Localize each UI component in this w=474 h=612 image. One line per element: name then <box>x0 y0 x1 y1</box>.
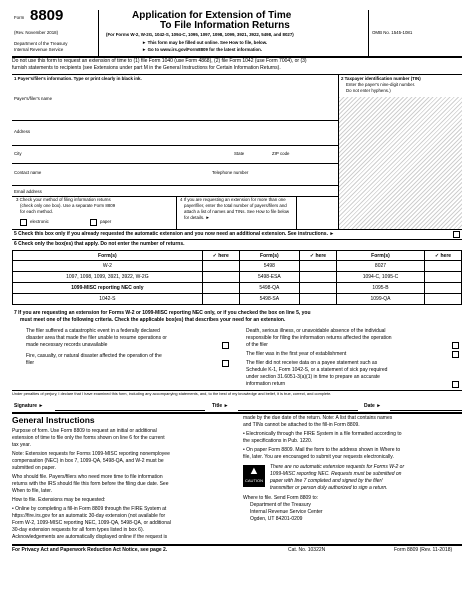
criteria-checkbox-death[interactable] <box>452 342 459 349</box>
form-cell: 8027 <box>336 261 424 272</box>
form-title-2: To File Information Returns <box>160 20 290 31</box>
instructions-right: • Electronically through the FIRE System in a file formatted according to <box>243 431 402 437</box>
form-checkbox[interactable] <box>299 261 336 272</box>
footer-form-id: Form 8809 (Rev. 11-2018) <box>394 547 453 553</box>
contact-phone-field[interactable] <box>12 185 338 186</box>
instructions-left: https://fire.irs.gov for an automatic 30-day extension (not available for <box>12 513 166 519</box>
criteria-right: Schedule K-1, Form 1042-S, or a statement of sick pay required <box>246 367 388 373</box>
form-cell: W-2 <box>13 261 203 272</box>
form-checkbox[interactable] <box>425 272 462 283</box>
form-checkbox[interactable] <box>425 283 462 294</box>
instructions-left: How to file. Extensions may be requested: <box>12 497 106 503</box>
table-row <box>13 261 462 272</box>
line4-text-3: attach a list of names and TINs. See How to file below <box>184 209 290 214</box>
warning-triangle-icon: ▲ <box>248 465 260 477</box>
instructions-right: the specifications in Pub. 1220. <box>243 438 313 444</box>
revision-date: (Rev. November 2018) <box>14 30 59 35</box>
form-label: Form <box>14 15 25 20</box>
title-field[interactable] <box>238 410 358 411</box>
col-header-check-3: ✓ here <box>425 251 462 261</box>
instructions-right: and TINs cannot be attached to the fill-in Form 8809. <box>243 422 360 428</box>
line7-text-1: 7 If you are requesting an extension for Forms W-2 or 1099-MISC reporting NEC only, or if you checked the box on line 5, you <box>14 310 311 316</box>
date-label: Date ► <box>364 403 382 409</box>
caution-text: transmitter or person duly authorized to sign a return. <box>270 485 388 491</box>
form-checkbox[interactable] <box>202 294 239 305</box>
criteria-right: The filer did not receive data on a payee statement such as <box>246 360 378 366</box>
instructions-left: 30-day extension requests for all form types listed in box 6). <box>12 527 145 533</box>
catalog-number: Cat. No. 10322N <box>288 547 326 553</box>
criteria-left: disaster area that made the filer unable to resume operations or <box>26 335 167 341</box>
caution-text: 1099-MISC reporting NEC. Requests must be submitted on <box>270 471 402 477</box>
form-cell: 1099-QA <box>336 294 424 305</box>
goto-link[interactable]: ► Go to www.irs.gov/Form8809 for the latest information. <box>142 47 263 52</box>
instructions-left: compensation (NEC) in box 7, 1099-QA, 5498-QA, and W-2 must be <box>12 458 164 464</box>
instructions-left: tax year. <box>12 442 31 448</box>
form-cell: 5498-SA <box>239 294 299 305</box>
criteria-right: information return <box>246 381 286 387</box>
omb-number: OMB No. 1545-1081 <box>372 30 413 35</box>
criteria-checkbox-fire[interactable] <box>222 360 229 367</box>
instructions-right: made by the due date of the return. Note: A list that contains names <box>243 415 393 421</box>
paper-label: paper <box>100 219 112 224</box>
caution-icon <box>243 465 265 487</box>
instructions-left: When to file, later. <box>12 488 53 494</box>
col-header-forms-2: Form(s) <box>239 251 299 261</box>
instructions-left: Purpose of form. Use Form 8809 to request an initial or additional <box>12 428 157 434</box>
form-checkbox[interactable] <box>425 261 462 272</box>
form-checkbox[interactable] <box>299 283 336 294</box>
line4-text-2: payer/filer, enter the total number of payers/filers and <box>184 203 287 208</box>
line3-text-2: (check only one box). Use a separate Form 8809 <box>20 203 116 208</box>
form-subtitle: (For Forms W-2, W-2G, 1042-S, 1094-C, 1095, 1097, 1098, 1099, 3921, 3922, 5498, and 8027) <box>106 32 294 37</box>
where-to-file: Where to file. Send Form 8809 to: <box>243 495 319 501</box>
criteria-left: made necessary records unavailable <box>26 342 108 348</box>
line1-label: 1 Payer's/filer's information. Type or print clearly in black ink. <box>14 76 142 81</box>
form-cell: 1095-B <box>336 283 424 294</box>
form-cell: 5498-ESA <box>239 272 299 283</box>
email-label: Email address <box>14 189 42 194</box>
form-number: 8809 <box>30 7 64 24</box>
line3-text-3: for each method. <box>20 209 53 214</box>
criteria-left: filer <box>26 360 35 366</box>
form-checkbox[interactable] <box>425 294 462 305</box>
form-checkbox[interactable] <box>202 272 239 283</box>
instructions-left: Note: Extension requests for Forms 1099-MISC reporting nonemployee <box>12 451 170 457</box>
criteria-right: responsible for filing the information returns affected the operation <box>246 335 392 341</box>
payer-name-label: Payer's/filer's name <box>14 96 53 101</box>
form-title-1: Application for Extension of Time <box>132 10 292 21</box>
department: Department of the Treasury <box>14 41 68 46</box>
title-label: Title ► <box>212 403 229 409</box>
col-header-forms-1: Form(s) <box>13 251 203 261</box>
signature-label: Signature ► <box>14 403 44 409</box>
caution-label: CAUTION <box>245 478 263 483</box>
general-instructions-heading: General Instructions <box>12 415 95 425</box>
instructions-left: extension of time to file only the forms shown on line 6 for the current <box>12 435 165 441</box>
zip-label: ZIP code <box>272 151 290 156</box>
signature-field[interactable] <box>55 410 205 411</box>
instructions-left: Who should file. Payers/filers who need more time to file information <box>12 474 163 480</box>
line4-text-4: for details. ► <box>184 215 210 220</box>
criteria-right: Death, serious illness, or unavoidable absence of the individual <box>246 328 386 334</box>
criteria-checkbox-payee-statement[interactable] <box>452 381 459 388</box>
instructions-left: returns with the IRS should file this form before the filing due date. See <box>12 481 169 487</box>
where-to-file: Ogden, UT 84201-0209 <box>250 516 303 522</box>
caution-text: There are no automatic extension requests for Forms W-2 or <box>270 464 405 470</box>
fill-online-note: ► This form may be filled out online. See How to file, below. <box>142 40 268 45</box>
instructions-left: Form W-2, 1099-MISC reporting NEC, 1099-QA, 5498-QA, or additional <box>12 520 171 526</box>
form-cell: 5498-QA <box>239 283 299 294</box>
form-cell: 1099-MISC reporting NEC only <box>13 283 203 294</box>
caution-text: paper with line 7 completed and signed by the filer/ <box>270 478 383 484</box>
address-label: Address <box>14 129 31 134</box>
criteria-checkbox-first-year[interactable] <box>452 351 459 358</box>
forms-table <box>12 250 462 305</box>
col-header-forms-3: Form(s) <box>336 251 424 261</box>
instructions-left: • Online by completing a fill-in Form 8809 through the FIRE System at <box>12 506 167 512</box>
criteria-right: of the filer <box>246 342 268 348</box>
line5-checkbox[interactable] <box>453 231 460 238</box>
line2-sub-1: Enter the payer's nine-digit number. <box>346 82 416 87</box>
privacy-notice: For Privacy Act and Paperwork Reduction Act Notice, see page 2. <box>12 547 168 553</box>
form-checkbox[interactable] <box>202 283 239 294</box>
address-field[interactable] <box>12 145 338 146</box>
form-cell: 5498 <box>239 261 299 272</box>
table-row <box>13 294 462 305</box>
agency: Internal Revenue Service <box>14 47 64 52</box>
form-cell: 1094-C, 1095-C <box>336 272 424 283</box>
criteria-left: Fire, casualty, or natural disaster affected the operation of the <box>26 353 162 359</box>
criteria-checkbox-catastrophic[interactable] <box>222 342 229 349</box>
line6-text: 6 Check only the box(es) that apply. Do not enter the number of returns. <box>14 241 185 247</box>
payer-name-field[interactable] <box>12 120 338 121</box>
line3-text-1: 3 Check your method of filing information returns <box>16 197 111 202</box>
table-row <box>13 272 462 283</box>
line4-text-1: 4 If you are requesting an extension for more than one <box>180 197 286 202</box>
telephone-label: Telephone number <box>212 170 249 175</box>
criteria-right: The filer was in the first year of establishment <box>246 351 347 357</box>
instructions-left: submitted on paper. <box>12 465 56 471</box>
instructions-right: file, later. You are encouraged to submit your requests electronically. <box>243 454 394 460</box>
intro-line-2: furnish statements to recipients (see Extensions under part M in the General Instructions for Certain Information Returns). <box>12 65 281 71</box>
line2-sub-2: Do not enter hyphens.) <box>346 88 391 93</box>
shaded-area <box>339 97 462 229</box>
city-state-zip-field[interactable] <box>12 163 338 164</box>
intro-line-1: Do not use this form to request an extension of time to (1) file Form 1040 (use Form 4868), (2) file Form 1042 (use Form 7004), or (3) <box>12 58 307 64</box>
criteria-left: The filer suffered a catastrophic event in a federally declared <box>26 328 160 334</box>
form-cell: 1097, 1098, 1099, 3921, 3922, W-2G <box>13 272 203 283</box>
form-checkbox[interactable] <box>299 294 336 305</box>
where-to-file: Internal Revenue Service Center <box>250 509 323 515</box>
contact-name-label: Contact name <box>14 170 42 175</box>
form-cell: 1042-S <box>13 294 203 305</box>
perjury-statement: Under penalties of perjury, I declare that I have examined this form, including any accompanying statements, and, to the best of my knowledge and belief, it is true, correct, and complete. <box>12 391 332 396</box>
col-header-check-1: ✓ here <box>202 251 239 261</box>
electronic-checkbox[interactable] <box>20 219 27 226</box>
paper-checkbox[interactable] <box>90 219 97 226</box>
state-label: State <box>234 151 245 156</box>
date-field[interactable] <box>390 410 462 411</box>
line7-text-2: must meet one of the following criteria. Check the applicable box(es) that describes your need for an extension. <box>20 317 286 323</box>
electronic-label: electronic <box>30 219 49 224</box>
criteria-right: under section 31.6051-3(a)(1) in time to prepare an accurate <box>246 374 380 380</box>
table-row <box>13 283 462 294</box>
line5-text: 5 Check this box only if you already requested the automatic extension and you now need an additional extension. See instructions. ► <box>14 231 335 237</box>
col-header-check-2: ✓ here <box>299 251 336 261</box>
instructions-left: Acknowledgements are automatically displayed online if the request is <box>12 534 168 540</box>
line2-label: 2 Taxpayer identification number (TIN) <box>341 76 421 81</box>
form-checkbox[interactable] <box>299 272 336 283</box>
instructions-right: • On paper Form 8809. Mail the form to the address shown in Where to <box>243 447 401 453</box>
form-checkbox[interactable] <box>202 261 239 272</box>
where-to-file: Department of the Treasury <box>250 502 311 508</box>
city-label: City <box>14 151 22 156</box>
